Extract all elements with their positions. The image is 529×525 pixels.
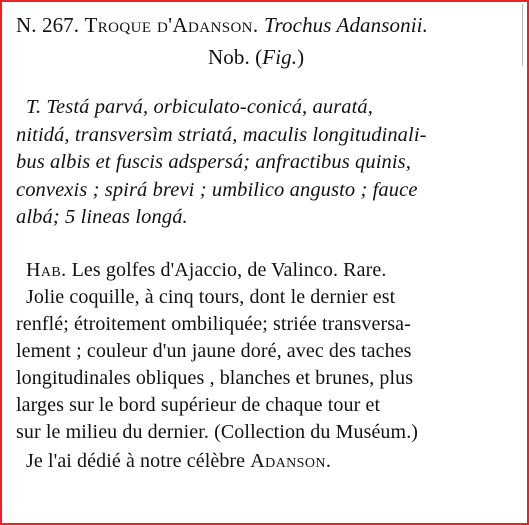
figure-reference-close: ) [297, 45, 305, 69]
entry-heading-line-1 [16, 12, 428, 38]
french-description-line-5: larges sur le bord supérieur de chaque tour et [16, 394, 381, 416]
french-description-line-6: sur le milieu du dernier. (Collection du Muséum.) [16, 421, 419, 443]
habitat-text: Les golfes d'Ajaccio, de Valinco. Rare. [71, 259, 387, 281]
dedication-text: Je l'ai dédié à notre célèbre [26, 450, 246, 472]
latin-description-line-5: albá; 5 lineas longá. [16, 206, 188, 228]
french-description-line-2: renflé; étroitement ombiliquée; striée transversa- [16, 313, 411, 335]
latin-species-name: Trochus Adansonii. [263, 13, 428, 37]
author-nob: Nob. ( [208, 45, 263, 69]
latin-description-line-4: convexis ; spirá brevi ; umbilico angusto ; fauce [16, 179, 418, 201]
habitat-label: Hab. [26, 259, 67, 281]
french-species-name: Troque d'Adanson. [84, 13, 259, 37]
figure-reference: Fig. [262, 45, 298, 69]
latin-description-line-1: T. Testá parvá, orbiculato-conicá, auratá, [26, 96, 374, 118]
entry-heading-line-2 [208, 44, 304, 70]
habitat-line [26, 257, 386, 283]
dedication-line [26, 448, 331, 474]
entry-number: N. 267. [16, 13, 80, 37]
scan-edge-mark [522, 4, 523, 66]
dedication-name: Adanson. [250, 450, 332, 472]
latin-description-line-3: bus albis et fuscis adspersá; anfractibus quinis, [16, 151, 411, 173]
french-description-line-4: longitudinales obliques , blanches et brunes, plus [16, 367, 414, 389]
latin-description-line-2: nitidá, transversìm striatá, maculis longitudinali- [16, 124, 427, 146]
french-description-line-1: Jolie coquille, à cinq tours, dont le dernier est [26, 286, 396, 308]
french-description-line-3: lement ; couleur d'un jaune doré, avec des taches [16, 340, 412, 362]
